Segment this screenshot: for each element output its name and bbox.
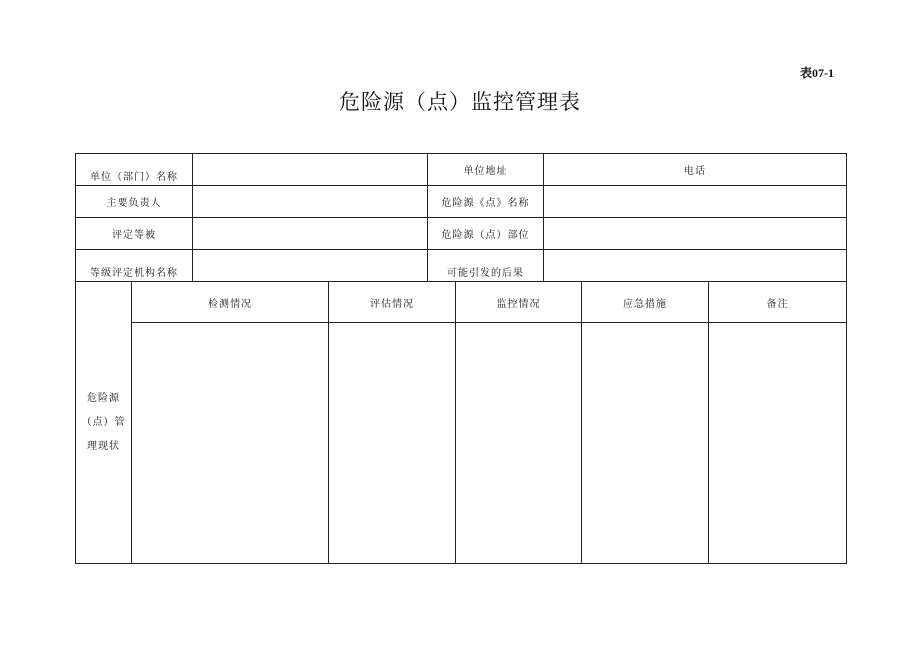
responsible-person-value[interactable] (193, 186, 428, 217)
unit-name-value[interactable] (193, 154, 428, 185)
page-title: 危险源（点）监控管理表 (339, 90, 581, 114)
table-row (76, 218, 846, 250)
hazard-name-value[interactable] (544, 186, 846, 217)
rating-level-value[interactable] (193, 218, 428, 249)
inspection-cell[interactable] (132, 323, 328, 563)
assessment-column (329, 282, 456, 563)
emergency-column (582, 282, 709, 563)
column-header-emergency: 应急措施 (582, 282, 708, 323)
hazard-location-label: 危险源（点）部位 (428, 218, 544, 249)
rating-agency-label: 等级评定机构名称 (76, 250, 193, 281)
hazard-location-value[interactable] (544, 218, 846, 249)
column-header-remarks: 备注 (709, 282, 846, 323)
form-number: 表07-1 (800, 66, 834, 80)
table-row (76, 154, 846, 186)
rating-agency-value[interactable] (193, 250, 428, 281)
remarks-cell[interactable] (709, 323, 846, 563)
monitoring-column (456, 282, 582, 563)
responsible-person-label: 主要负责人 (76, 186, 193, 217)
status-label-line: 危险源 (87, 392, 120, 404)
management-status-section (76, 282, 846, 563)
column-header-inspection: 检测情况 (132, 282, 328, 323)
emergency-cell[interactable] (582, 323, 708, 563)
column-header-monitoring: 监控情况 (456, 282, 581, 323)
status-grid (132, 282, 846, 563)
column-header-assessment: 评估情况 (329, 282, 455, 323)
monitoring-cell[interactable] (456, 323, 581, 563)
possible-consequence-value[interactable] (544, 250, 846, 281)
status-label-line: （点）管 (81, 416, 126, 428)
possible-consequence-label: 可能引发的后果 (428, 250, 544, 281)
rating-level-label: 评定等被 (76, 218, 193, 249)
phone-label: 电话 (684, 166, 706, 177)
status-label-line: 理现状 (87, 440, 120, 452)
table-row (76, 186, 846, 218)
table-row (76, 250, 846, 282)
assessment-cell[interactable] (329, 323, 455, 563)
unit-address-label: 单位地址 (428, 154, 544, 185)
monitoring-form-table (75, 153, 847, 564)
inspection-column (132, 282, 329, 563)
remarks-column (709, 282, 846, 563)
hazard-name-label: 危险源《点》名称 (428, 186, 544, 217)
management-status-label (76, 282, 132, 563)
unit-name-label: 单位（部门）名称 (76, 154, 193, 185)
